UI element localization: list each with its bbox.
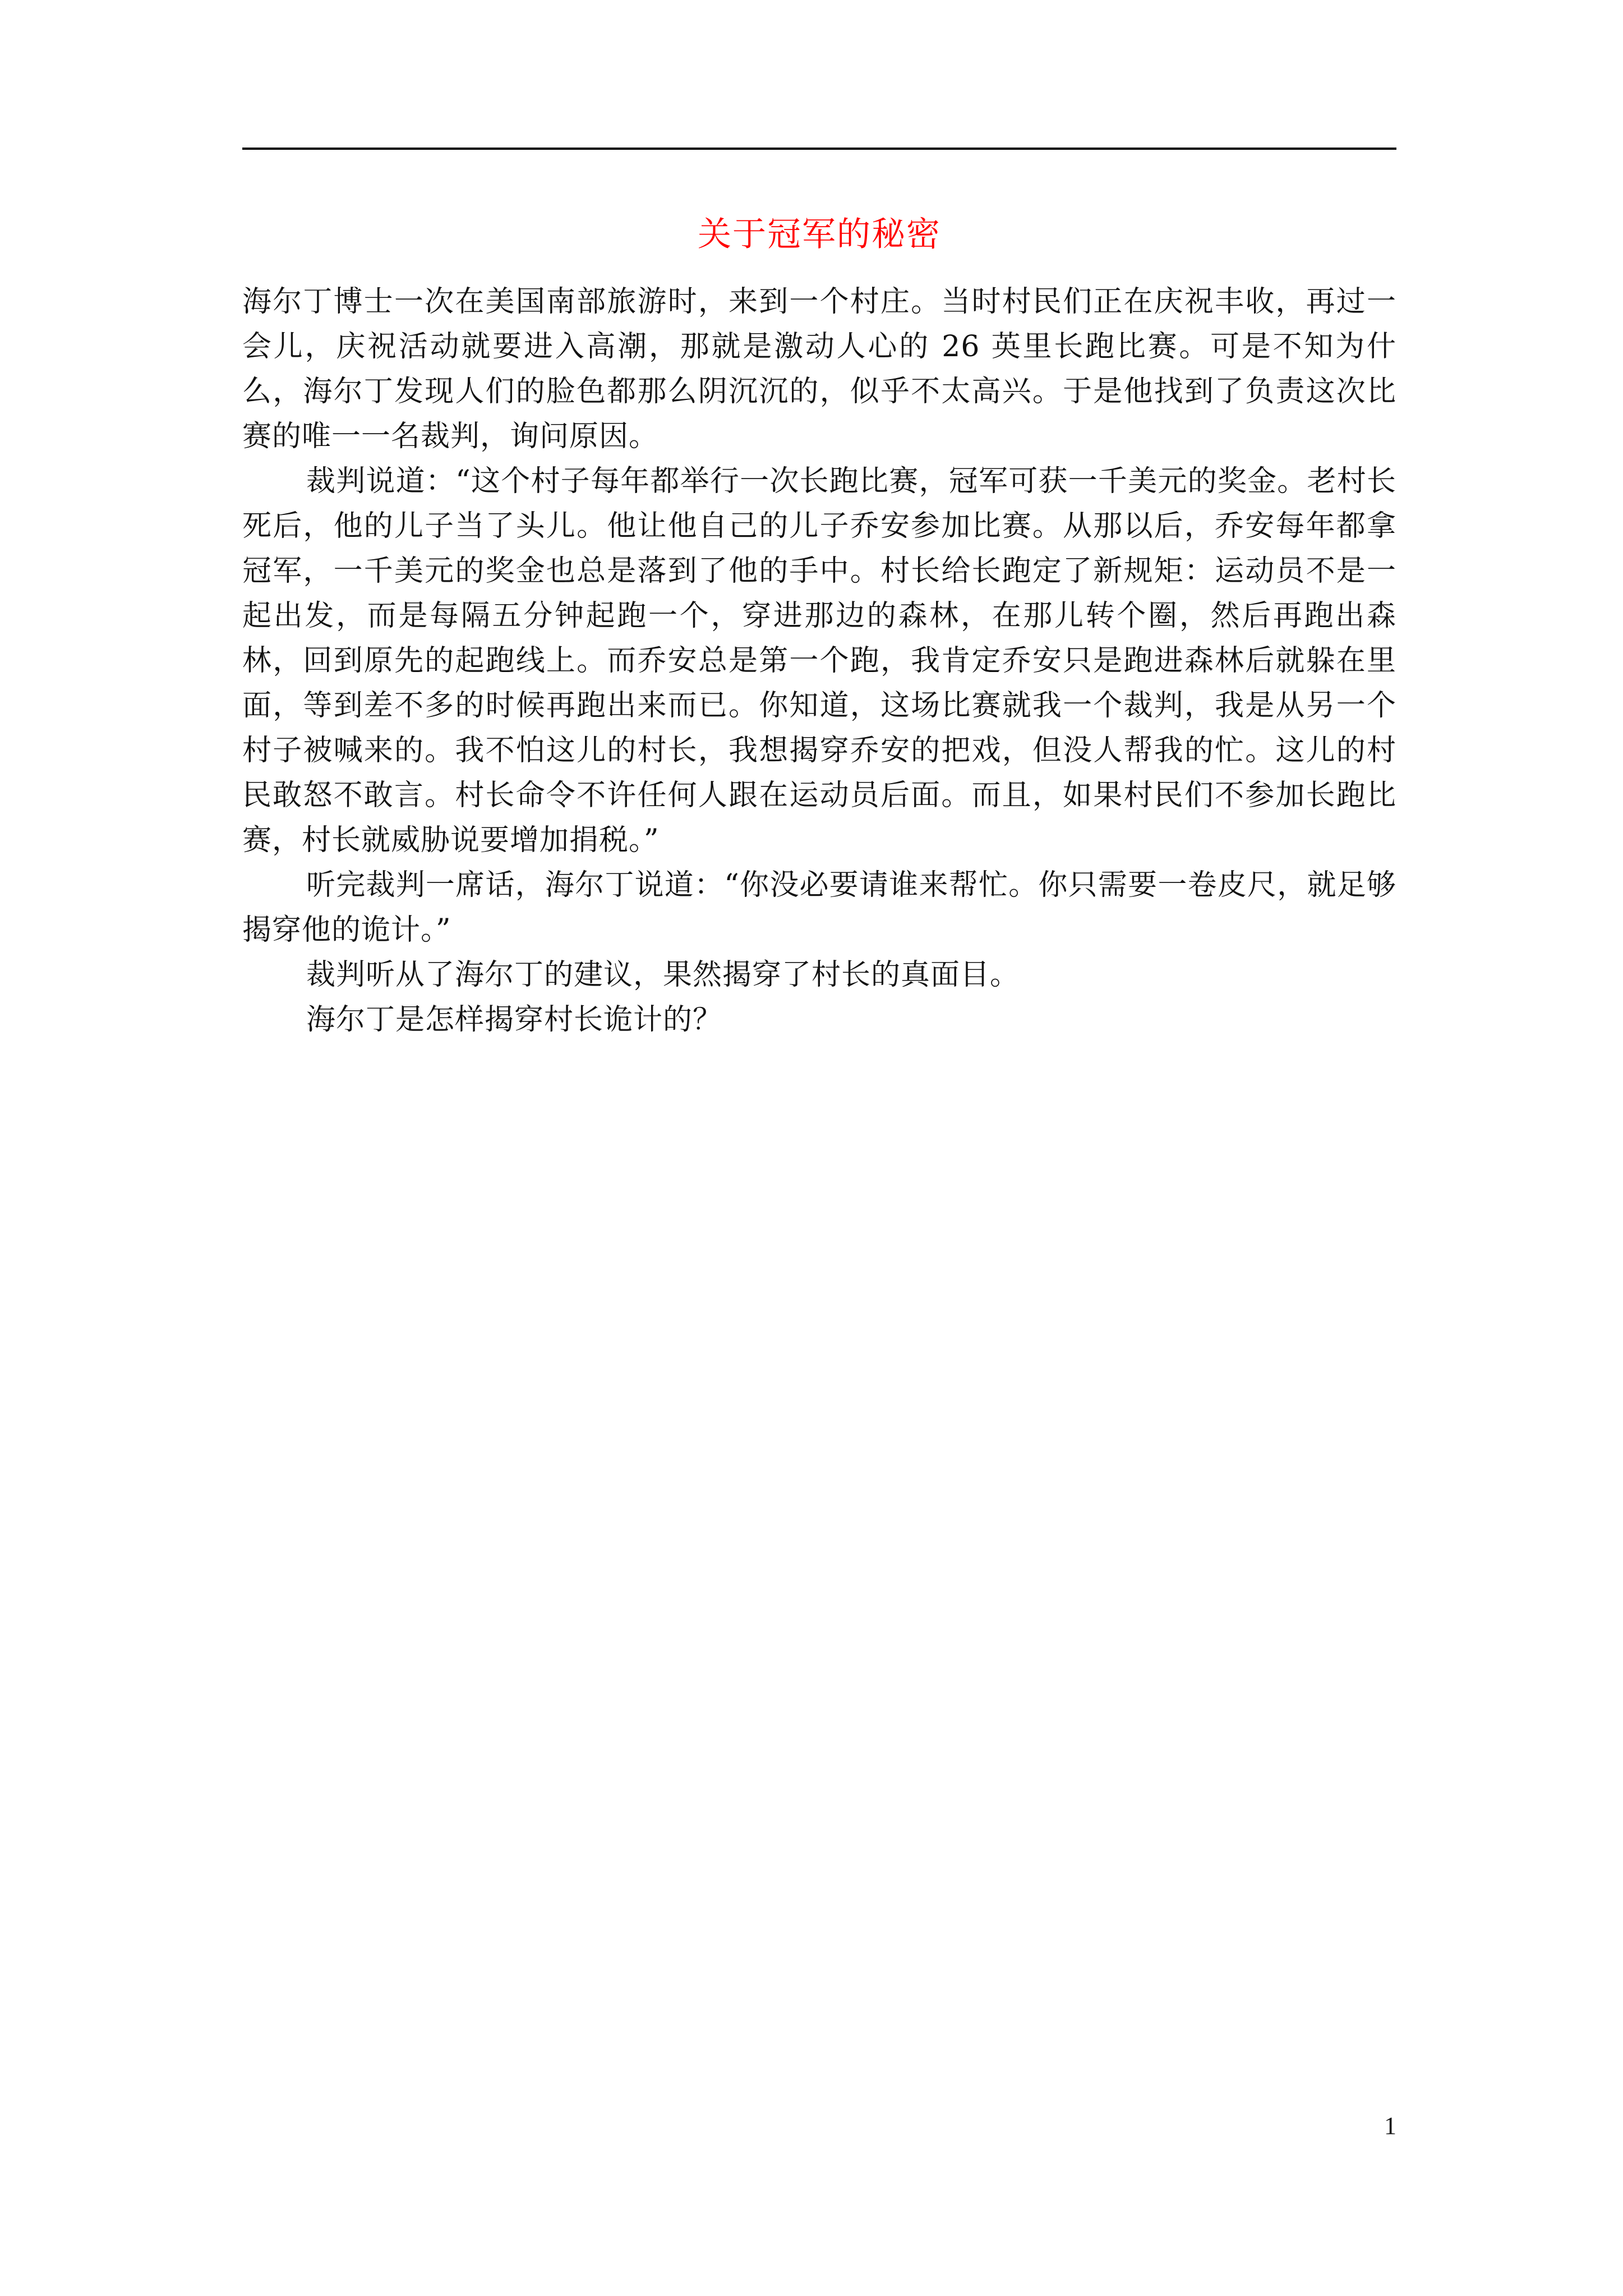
paragraph-haierding-reply: 听完裁判一席话，海尔丁说道：“你没必要请谁来帮忙。你只需要一卷皮尺，就足够揭穿他的诡计。” [242,868,1396,947]
paragraph-outcome: 裁判听从了海尔丁的建议，果然揭穿了村长的真面目。 [306,958,1020,992]
paragraph-question: 海尔丁是怎样揭穿村长诡计的？ [306,1003,723,1037]
header-rule [242,148,1396,150]
paragraph-referee-account: 裁判说道：“这个村子每年都举行一次长跑比赛，冠军可获一千美元的奖金。老村长死后，他的儿子当了头儿。他让他自己的儿子乔安参加比赛。从那以后，乔安每年都拿冠军，一千美元的奖金也总是落到了他的手中。村长给长跑定了新规矩：运动员不是一起出发，而是每隔五分钟起跑一个，穿进那边的森林，在那儿转个圈，然后再跑出森林，回到原先的起跑线上。而乔安总是第一个跑，我肯定乔安只是跑进森林后就躲在里面，等到差不多的时候再跑出来而已。你知道，这场比赛就我一个裁判，我是从另一个村子被喊来的。我不怕这儿的村长，我想揭穿乔安的把戏，但没人帮我的忙。这儿的村民敢怒不敢言。村长命令不许任何人跟在运动员后面。而且，如果村民们不参加长跑比赛，村长就威胁说要增加捐税。” [242,464,1396,857]
page-title: 关于冠军的秘密 [698,215,941,254]
page-number: 1 [1384,2112,1396,2139]
document-body [242,279,1396,1042]
paragraph-intro: 海尔丁博士一次在美国南部旅游时，来到一个村庄。当时村民们正在庆祝丰收，再过一会儿，庆祝活动就要进入高潮，那就是激动人心的 26 英里长跑比赛。可是不知为什么，海尔丁发现人们的脸色都那么阴沉沉的，似乎不太高兴。于是他找到了负责这次比赛的唯一一名裁判，询问原因。 [242,285,1396,453]
